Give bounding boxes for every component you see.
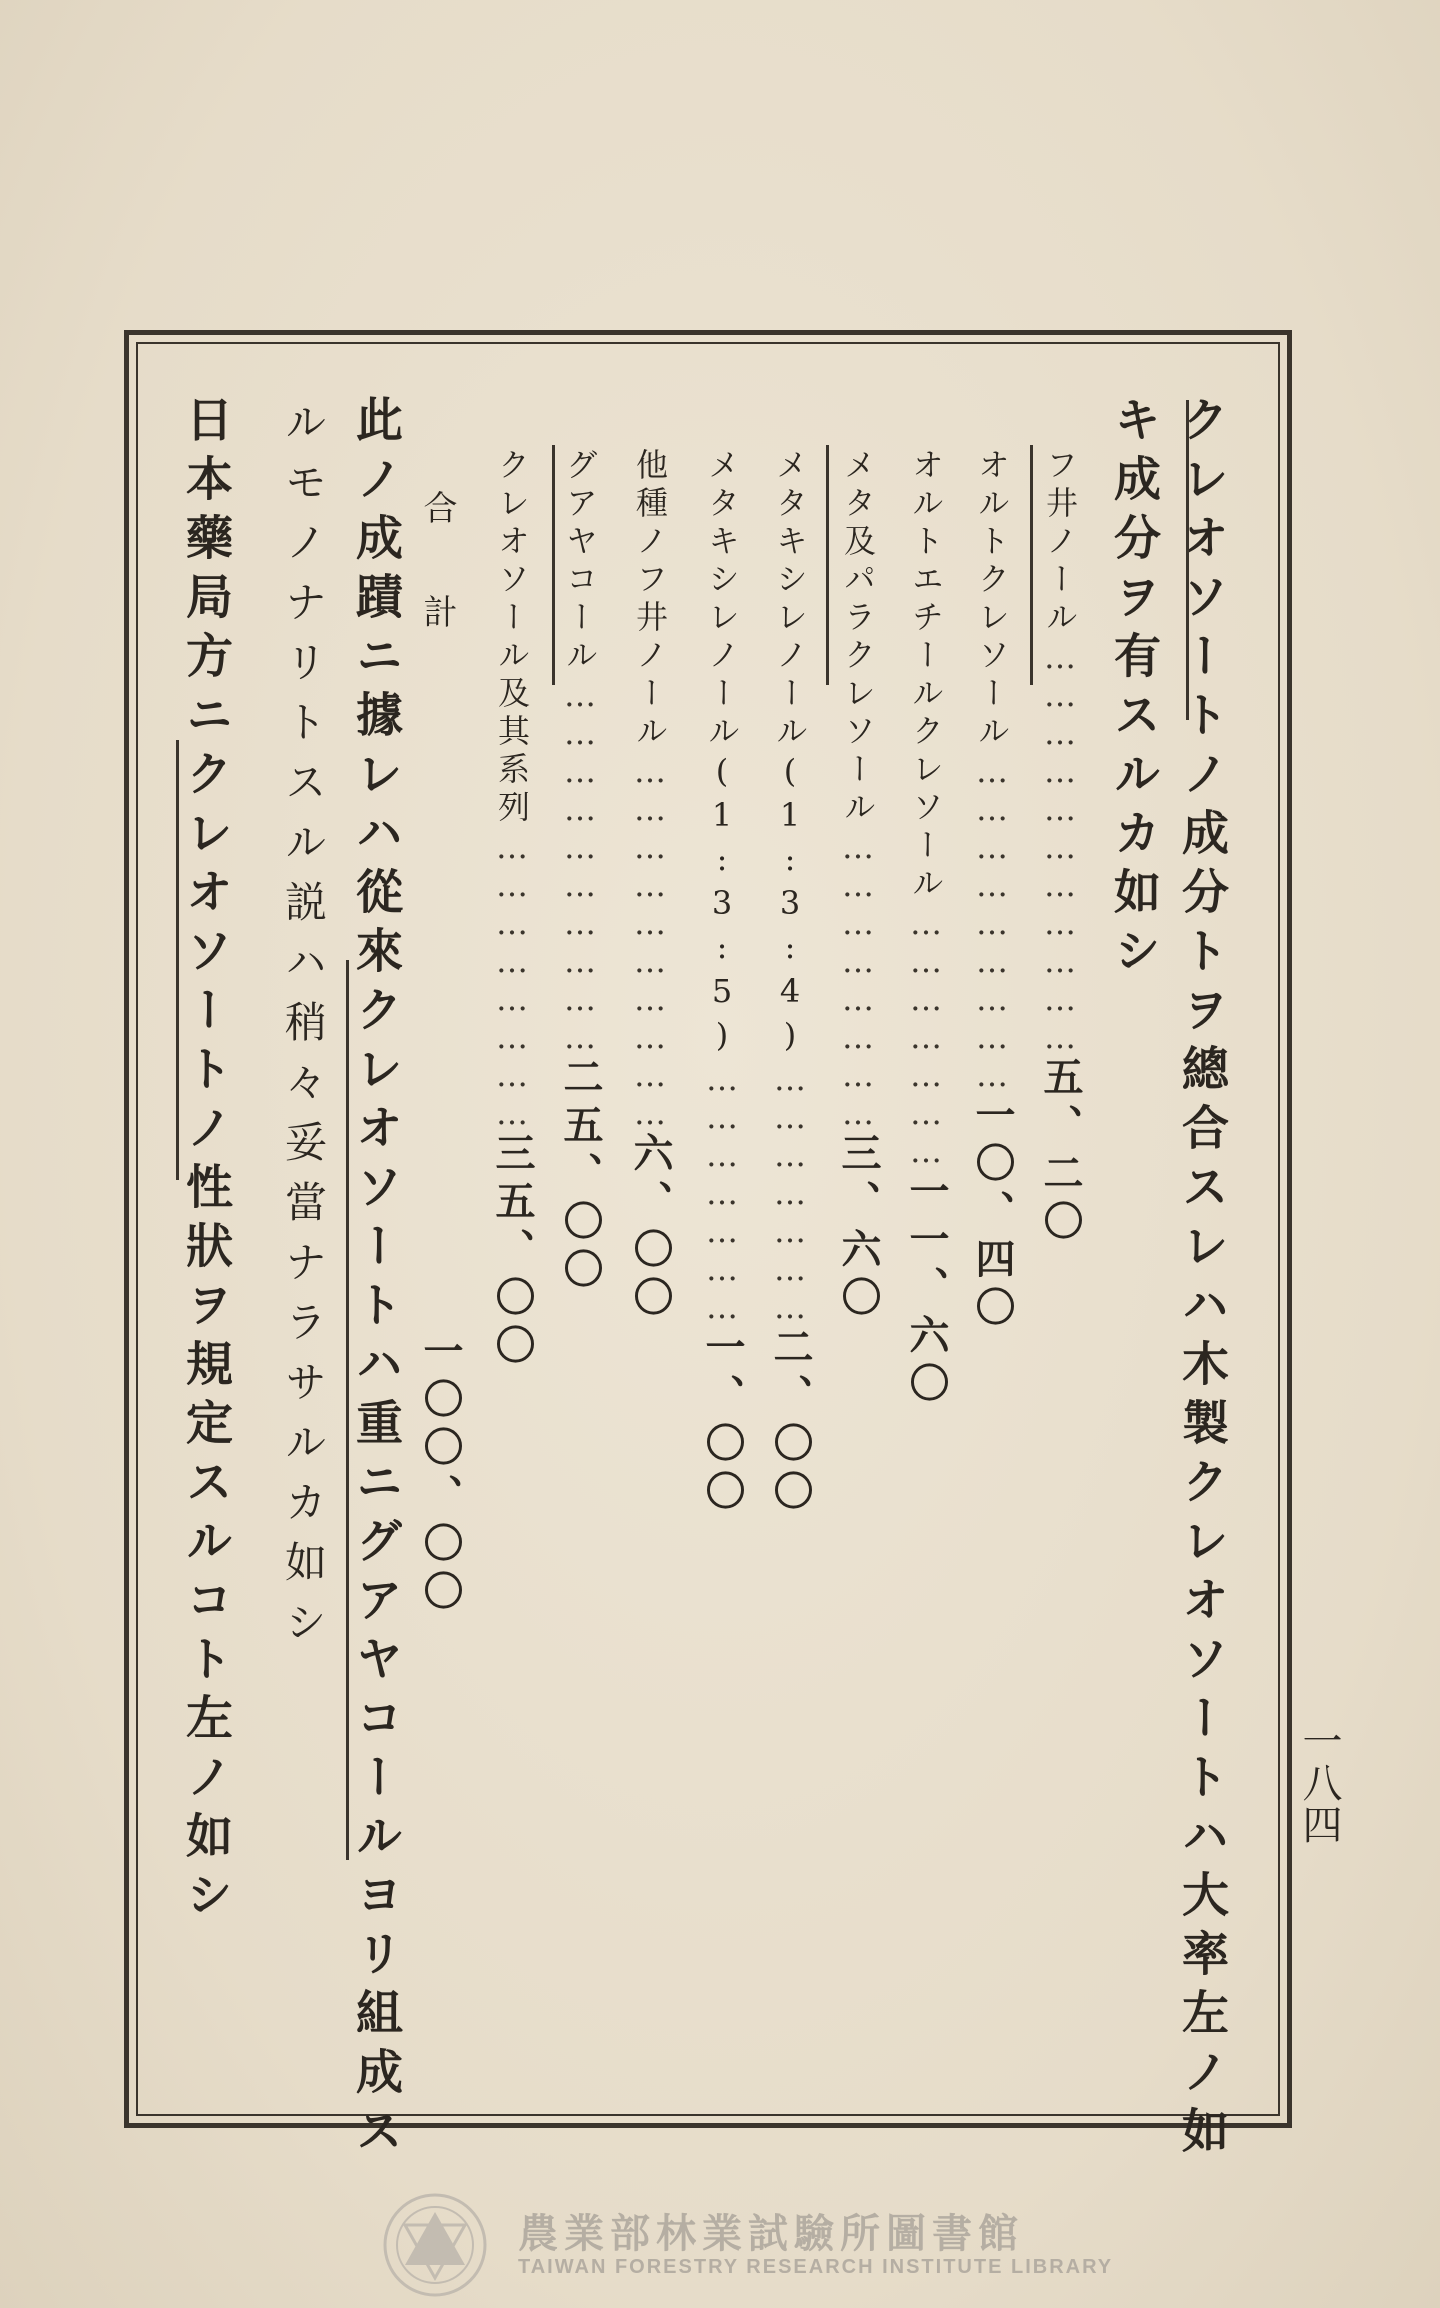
row-dots: ………………………… (561, 676, 599, 1056)
table-row (1037, 448, 1084, 1578)
row-dots: ………………… (771, 1060, 809, 1326)
row-dots: ……………………… (973, 752, 1011, 1094)
row-dots: ………………… (703, 1060, 741, 1326)
underline-bracket (346, 960, 349, 1860)
row-dots: ………………………… (631, 752, 669, 1132)
row-label: メタキシレノール(1:3:5) (703, 448, 741, 1060)
row-value: 六、〇〇 (627, 1132, 674, 1324)
table-row (903, 448, 950, 1578)
row-dots: ………………… (907, 904, 945, 1170)
row-value: 三、六〇 (835, 1132, 882, 1324)
row-group-bracket (1030, 445, 1033, 685)
table-row (767, 448, 814, 1578)
row-label: オルトエチールクレソール (907, 448, 945, 904)
row-label: クレオソール及其系列 (493, 448, 531, 828)
underline-bracket (176, 740, 179, 1180)
table-row (699, 448, 746, 1578)
row-value: 二五、〇〇 (557, 1056, 604, 1296)
row-label: メタキシレノール(1:3:4) (771, 448, 809, 1060)
row-label: グアヤコール (561, 448, 599, 676)
row-value: 一一、六〇 (903, 1170, 950, 1410)
body-text-col2: キ成分ヲ有スルカ如シ (1106, 395, 1161, 985)
row-group-bracket (552, 445, 555, 685)
table-row (489, 448, 536, 1578)
row-label: フ井ノール (1041, 448, 1079, 638)
library-name-chinese: 農業部林業試驗所圖書館 (518, 2211, 1024, 2257)
library-name-english: TAIWAN FORESTRY RESEARCH INSTITUTE LIBRARY (518, 2256, 1114, 2278)
summary-text-col3: 日本藥局方ニクレオソートノ性狀ヲ規定スルコト左ノ如シ (178, 395, 233, 1929)
row-label: 他種ノフ井ノール (631, 448, 669, 752)
row-value: 一〇、四〇 (969, 1094, 1016, 1334)
library-seal-icon (380, 2190, 490, 2300)
row-dots: …………………………… (1041, 638, 1079, 1056)
row-label: メタ及パラクレソール (839, 448, 877, 828)
total-label: 合 計 (417, 490, 457, 646)
body-text-col1: クレオソートノ成分トヲ總合スレハ木製クレオソートハ大率左ノ如 (1174, 395, 1229, 2165)
row-value: 三五、〇〇 (489, 1132, 536, 1372)
row-value: 一、〇〇 (699, 1326, 746, 1518)
table-row (627, 448, 674, 1578)
row-dots: …………………… (839, 828, 877, 1132)
table-row (835, 448, 882, 1578)
summary-text-col1: 此ノ成蹟ニ據レハ從來クレオソートハ重ニグアヤコールヨリ組成ス (348, 395, 403, 2165)
library-footer (0, 2190, 1440, 2300)
row-value: 五、二〇 (1037, 1056, 1084, 1248)
row-value: 二、〇〇 (767, 1326, 814, 1518)
row-dots: …………………… (493, 828, 531, 1132)
summary-text-col2: ルモノナリトスル説ハ稍々妥當ナラサルカ如シ (279, 400, 328, 1660)
row-label: オルトクレソール (973, 448, 1011, 752)
table-bracket (1186, 400, 1189, 720)
table-row (557, 448, 604, 1578)
row-group-bracket (826, 445, 829, 685)
table-row (969, 448, 1016, 1578)
page-number: 一八四 (1296, 1720, 1342, 1846)
total-value: 一〇〇、〇〇 (417, 1330, 464, 1618)
